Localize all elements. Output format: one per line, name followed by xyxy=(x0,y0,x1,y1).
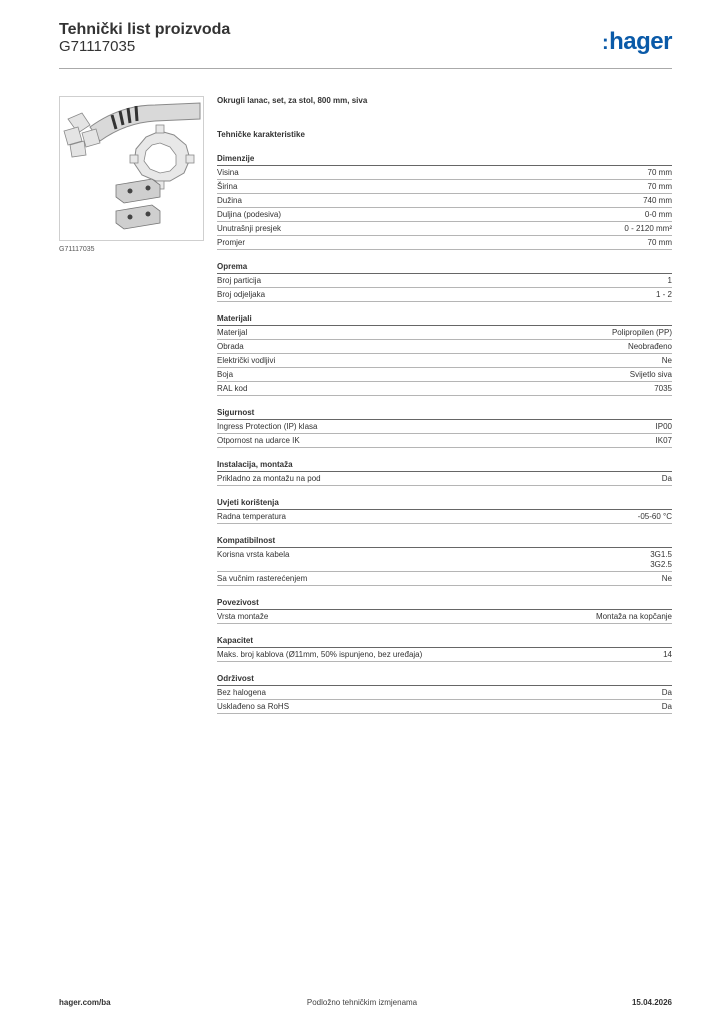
spec-label: Maks. broj kablova (Ø11mm, 50% ispunjeno, bez uređaja) xyxy=(217,650,423,659)
spec-value xyxy=(662,356,672,366)
footer-disclaimer: Podložno tehničkim izmjenama xyxy=(306,998,418,1007)
section-title: Instalacija, montaža xyxy=(217,459,672,472)
spec-section xyxy=(217,313,672,396)
spec-label: Vrsta montaže xyxy=(217,612,269,621)
spec-row xyxy=(217,368,672,382)
section-title: Povezivost xyxy=(217,597,672,610)
spec-section xyxy=(217,535,672,586)
spec-section xyxy=(217,597,672,624)
section-title: Uvjeti korištenja xyxy=(217,497,672,510)
hager-logo: :hager xyxy=(601,28,672,55)
spec-row xyxy=(217,354,672,368)
spec-row xyxy=(217,274,672,288)
page-title: Tehnički list proizvoda xyxy=(59,21,231,38)
spec-value-line: 7035 xyxy=(654,384,672,393)
spec-row xyxy=(217,510,672,524)
spec-value-line: Svijetlo siva xyxy=(629,370,672,379)
spec-row xyxy=(217,610,672,624)
spec-value-line: Ne xyxy=(661,356,672,365)
spec-row xyxy=(217,288,672,302)
spec-value xyxy=(628,342,672,352)
tech-characteristics-heading: Tehničke karakteristike xyxy=(217,130,305,139)
spec-label: Boja xyxy=(217,370,234,379)
spec-label: Broj odjeljaka xyxy=(217,290,266,299)
spec-section xyxy=(217,459,672,486)
spec-value-line: 14 xyxy=(663,650,672,659)
spec-value-line: IP00 xyxy=(655,422,672,431)
spec-value xyxy=(630,370,672,380)
spec-label: Broj particija xyxy=(217,276,262,285)
spec-value xyxy=(668,276,672,286)
section-title: Sigurnost xyxy=(217,407,672,420)
section-title: Dimenzije xyxy=(217,153,672,166)
spec-row xyxy=(217,382,672,396)
spec-row xyxy=(217,420,672,434)
spec-value xyxy=(638,512,672,522)
spec-value-line: 70 mm xyxy=(647,168,672,177)
spec-value xyxy=(662,474,672,484)
section-title: Oprema xyxy=(217,261,672,274)
spec-section xyxy=(217,153,672,250)
spec-value-line: Da xyxy=(661,702,672,711)
spec-value-line: Polipropilen (PP) xyxy=(611,328,672,337)
spec-row xyxy=(217,166,672,180)
spec-label: Radna temperatura xyxy=(217,512,286,521)
spec-row xyxy=(217,326,672,340)
spec-value-line: 0-0 mm xyxy=(644,210,672,219)
spec-content xyxy=(217,94,672,714)
spec-value xyxy=(648,238,672,248)
header-divider xyxy=(59,68,672,69)
spec-row xyxy=(217,236,672,250)
spec-label: Obrada xyxy=(217,342,244,351)
image-caption: G71117035 xyxy=(59,246,95,253)
footer-date: 15.04.2026 xyxy=(631,998,672,1007)
product-name: Okrugli lanac, set, za stol, 800 mm, siva xyxy=(217,96,368,105)
spec-row xyxy=(217,648,672,662)
spec-label: Promjer xyxy=(217,238,246,247)
spec-value-line: IK07 xyxy=(655,436,672,445)
spec-value xyxy=(645,210,672,220)
logo-text: hager xyxy=(609,28,672,55)
spec-value-line: Montaža na kopčanje xyxy=(595,612,672,621)
spec-label: Visina xyxy=(217,168,239,177)
spec-label: Dužina xyxy=(217,196,242,205)
spec-value-line: 1 xyxy=(667,276,672,285)
spec-value xyxy=(656,290,672,300)
spec-value-line: Da xyxy=(661,474,672,483)
section-title: Održivost xyxy=(217,673,672,686)
spec-value xyxy=(656,436,672,446)
spec-label: Materijal xyxy=(217,328,248,337)
spec-value xyxy=(662,688,672,698)
spec-value-line: 1 - 2 xyxy=(655,290,672,299)
spec-row xyxy=(217,434,672,448)
product-illustration xyxy=(60,97,203,240)
spec-value-line: Da xyxy=(661,688,672,697)
spec-row xyxy=(217,222,672,236)
spec-row xyxy=(217,548,672,572)
spec-row xyxy=(217,340,672,354)
spec-sections xyxy=(217,153,672,714)
spec-label: Električki vodljivi xyxy=(217,356,276,365)
spec-row xyxy=(217,686,672,700)
spec-value-line: 70 mm xyxy=(647,238,672,247)
spec-value-line: 3G2.5 xyxy=(650,560,672,569)
spec-section xyxy=(217,261,672,302)
spec-value-line: 740 mm xyxy=(643,196,672,205)
spec-section xyxy=(217,407,672,448)
spec-label: Duljina (podesiva) xyxy=(217,210,282,219)
spec-value-line: Neobrađeno xyxy=(627,342,672,351)
spec-value xyxy=(596,612,672,622)
product-code: G71117035 xyxy=(59,38,136,55)
spec-section xyxy=(217,497,672,524)
spec-section xyxy=(217,673,672,714)
footer-website: hager.com/ba xyxy=(59,998,111,1007)
spec-row xyxy=(217,472,672,486)
spec-row xyxy=(217,572,672,586)
spec-value xyxy=(663,650,672,660)
spec-label: Usklađeno sa RoHS xyxy=(217,702,290,711)
spec-row xyxy=(217,194,672,208)
spec-label: Prikladno za montažu na pod xyxy=(217,474,321,483)
spec-value xyxy=(662,574,672,584)
spec-value-line: 0 - 2120 mm² xyxy=(624,224,672,233)
spec-value xyxy=(648,168,672,178)
spec-value xyxy=(643,196,672,206)
spec-label: Unutrašnji presjek xyxy=(217,224,282,233)
spec-value-line: 70 mm xyxy=(647,182,672,191)
section-title: Kapacitet xyxy=(217,635,672,648)
spec-value xyxy=(650,550,672,570)
spec-label: Sa vučnim rasterećenjem xyxy=(217,574,308,583)
spec-label: Otpornost na udarce IK xyxy=(217,436,300,445)
spec-label: RAL kod xyxy=(217,384,248,393)
product-image xyxy=(59,96,204,241)
section-title: Materijali xyxy=(217,313,672,326)
spec-value xyxy=(612,328,672,338)
spec-value-line: Ne xyxy=(661,574,672,583)
spec-value xyxy=(656,422,672,432)
spec-value-line: -05-60 °C xyxy=(637,512,672,521)
spec-label: Širina xyxy=(217,182,238,191)
spec-value xyxy=(648,182,672,192)
spec-label: Bez halogena xyxy=(217,688,266,697)
spec-value xyxy=(624,224,672,234)
spec-section xyxy=(217,635,672,662)
spec-label: Ingress Protection (IP) klasa xyxy=(217,422,318,431)
spec-value xyxy=(662,702,672,712)
spec-row xyxy=(217,180,672,194)
spec-row xyxy=(217,208,672,222)
spec-row xyxy=(217,700,672,714)
spec-label: Korisna vrsta kabela xyxy=(217,550,290,559)
spec-value xyxy=(654,384,672,394)
section-title: Kompatibilnost xyxy=(217,535,672,548)
spec-value-line: 3G1.5 xyxy=(650,550,672,559)
